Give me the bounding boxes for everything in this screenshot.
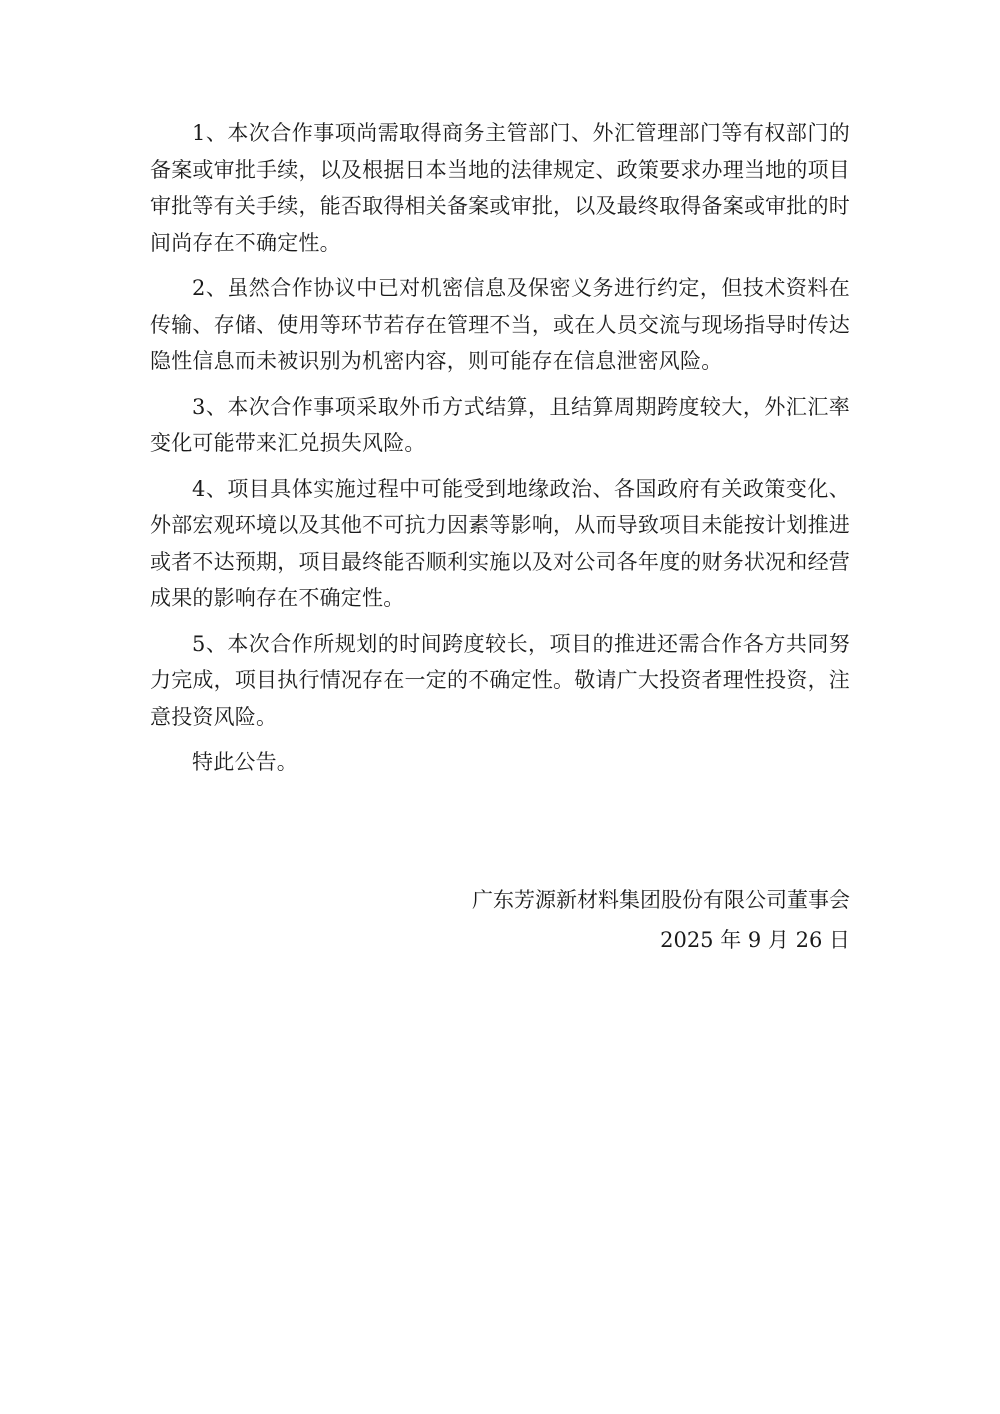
risk-paragraph-4: 4、项目具体实施过程中可能受到地缘政治、各国政府有关政策变化、外部宏观环境以及其他不可抗力因素等影响，从而导致项目未能按计划推进或者不达预期，项目最终能否顺利实施以及对公司各年度的财务状况和经营成果的影响存在不确定性。 xyxy=(150,476,850,610)
risk-paragraph-5: 5、本次合作所规划的时间跨度较长，项目的推进还需合作各方共同努力完成，项目执行情况存在一定的不确定性。敬请广大投资者理性投资，注意投资风险。 xyxy=(150,631,850,729)
signature-date: 2025 年 9 月 26 日 xyxy=(660,928,850,952)
risk-paragraph-3: 3、本次合作事项采取外币方式结算，且结算周期跨度较大，外汇汇率变化可能带来汇兑损失风险。 xyxy=(150,394,850,455)
signature-block xyxy=(472,880,850,960)
risk-paragraph-1: 1、本次合作事项尚需取得商务主管部门、外汇管理部门等有权部门的备案或审批手续，以及根据日本当地的法律规定、政策要求办理当地的项目审批等有关手续，能否取得相关备案或审批，以及最终取得备案或审批的时间尚存在不确定性。 xyxy=(150,121,850,255)
document-body xyxy=(150,115,850,781)
risk-paragraph-2: 2、虽然合作协议中已对机密信息及保密义务进行约定，但技术资料在传输、存储、使用等环节若存在管理不当，或在人员交流与现场指导时传达隐性信息而未被识别为机密内容，则可能存在信息泄密风险。 xyxy=(150,276,850,373)
closing-statement: 特此公告。 xyxy=(192,750,298,774)
signature-company: 广东芳源新材料集团股份有限公司董事会 xyxy=(472,888,850,912)
